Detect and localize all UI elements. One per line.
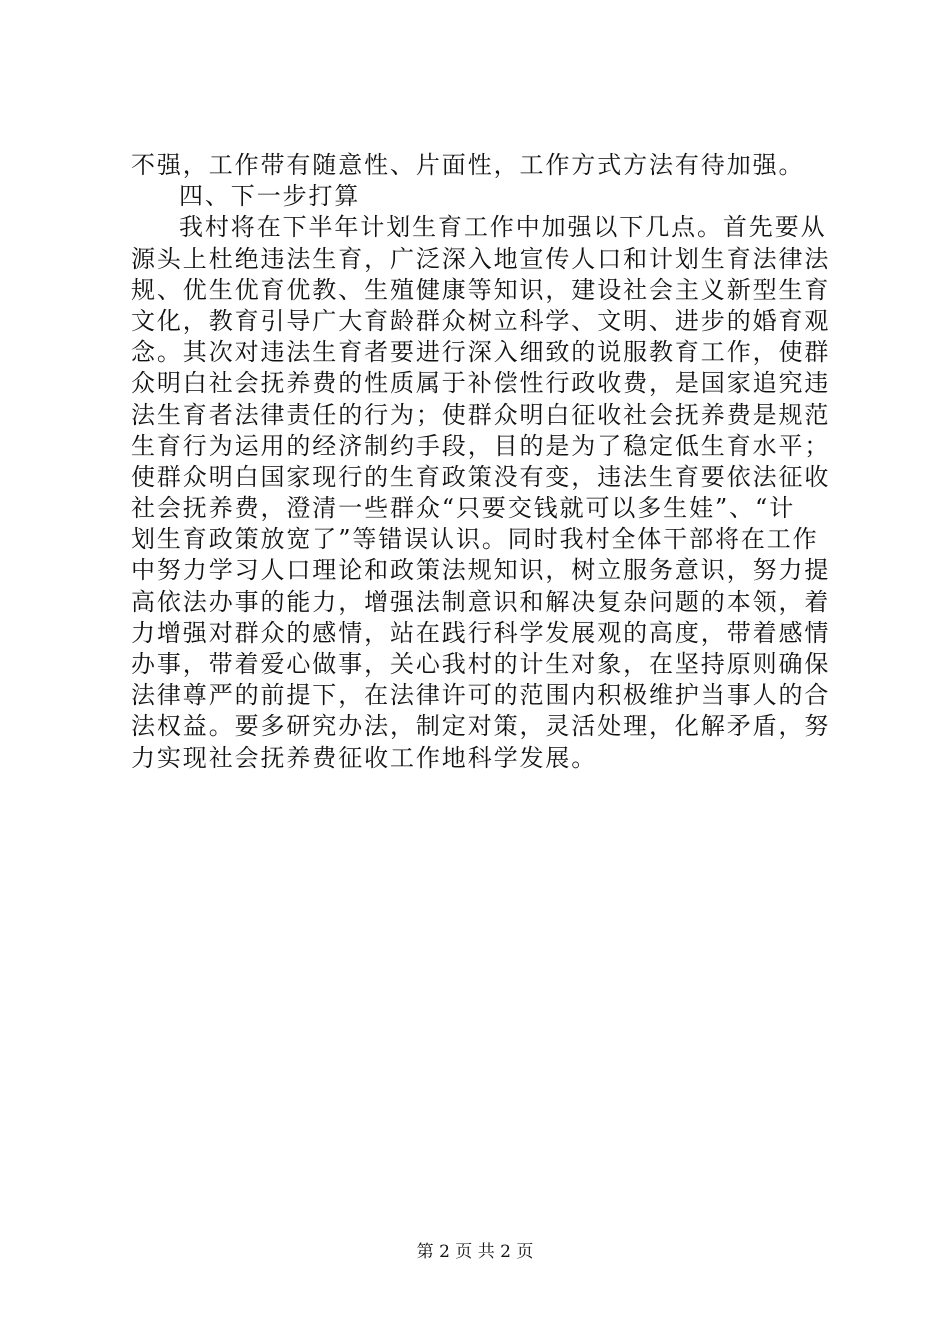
- text-line: 力增强对群众的感情，站在践行科学发展观的高度，带着感情: [131, 618, 831, 647]
- text-line: 社会抚养费，澄清一些群众“只要交钱就可以多生娃”、“计: [131, 494, 796, 523]
- text-line: 高依法办事的能力，增强法制意识和解决复杂问题的本领，着: [131, 587, 831, 616]
- text-line: 众明白社会抚养费的性质属于补偿性行政收费，是国家追究违: [131, 369, 831, 398]
- text-line: 划生育政策放宽了”等错误认识。同时我村全体干部将在工作: [131, 525, 819, 554]
- page-footer: 第 2 页 共 2 页: [416, 1242, 534, 1262]
- paragraph-first-line: 我村将在下半年计划生育工作中加强以下几点。首先要从: [179, 213, 827, 242]
- text-line: 力实现社会抚养费征收工作地科学发展。: [131, 743, 598, 772]
- text-line: 文化，教育引导广大育龄群众树立科学、文明、进步的婚育观: [131, 306, 831, 335]
- section-heading: 四、下一步打算: [179, 182, 361, 211]
- text-line: 法律尊严的前提下，在法律许可的范围内积极维护当事人的合: [131, 681, 831, 710]
- text-line: 念。其次对违法生育者要进行深入细致的说服教育工作，使群: [131, 338, 831, 367]
- text-line: 源头上杜绝违法生育，广泛深入地宣传人口和计划生育法律法: [131, 244, 831, 273]
- text-line: 使群众明白国家现行的生育政策没有变，违法生育要依法征收: [131, 462, 831, 491]
- text-line: 法生育者法律责任的行为；使群众明白征收社会抚养费是规范: [131, 400, 831, 429]
- text-line: 中努力学习人口理论和政策法规知识，树立服务意识，努力提: [131, 556, 831, 585]
- text-line: 不强，工作带有随意性、片面性，工作方式方法有待加强。: [131, 151, 805, 179]
- text-line: 办事，带着爱心做事，关心我村的计生对象，在坚持原则确保: [131, 650, 831, 678]
- text-line: 法权益。要多研究办法，制定对策，灵活处理，化解矛盾，努: [131, 712, 831, 741]
- document-body: [131, 150, 831, 774]
- text-line: 规、优生优育优教、生殖健康等知识，建设社会主义新型生育: [131, 275, 831, 304]
- text-line: 生育行为运用的经济制约手段，目的是为了稳定低生育水平；: [131, 431, 831, 460]
